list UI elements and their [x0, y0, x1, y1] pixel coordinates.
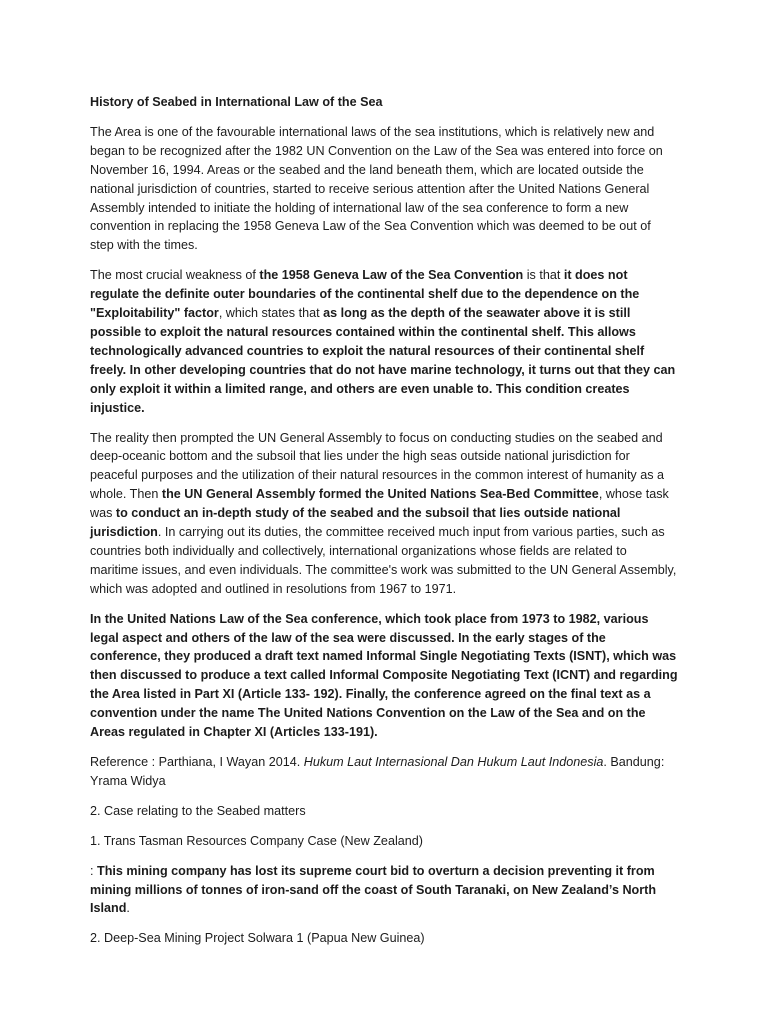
text-segment: . In carrying out its duties, the committee received much input from various parties, such as countries both individually and collectively, international organizations whose fields are related to maritime issues, and even individuals. The committee's work was submitted to the UN General Assembly, which was adopted and outlined in resolutions from 1967 to 1971.: [90, 525, 677, 596]
text-segment: 1. Trans Tasman Resources Company Case (New Zealand): [90, 833, 423, 848]
bold-text-segment: to conduct an in-depth study of the seabed and the subsoil that lies outside national jurisdiction: [90, 506, 621, 540]
paragraph-area-history: [90, 123, 678, 255]
text-segment: Reference : Parthiana, I Wayan 2014.: [90, 755, 304, 769]
text-segment: 2. Case relating to the Seabed matters: [90, 803, 306, 818]
bold-text-segment: This mining company has lost its supreme court bid to overturn a decision preventing it from mining millions of tonnes of iron-sand off the coast of South Taranaki, on New Zealand’s North Island: [90, 863, 657, 916]
text-segment: , whose task was: [90, 487, 669, 521]
reference-citation: [90, 753, 678, 791]
text-segment: The most crucial weakness of: [90, 268, 260, 283]
bold-text-segment: the UN General Assembly formed the United Nations Sea-Bed Committee: [161, 487, 599, 502]
text-segment: is that: [523, 268, 564, 283]
case-item-solwara: [90, 929, 678, 948]
case-item-trans-tasman: [90, 832, 678, 851]
text-segment: The Area is one of the favourable international laws of the sea institutions, which is relatively new and began to be recognized after the 1982 UN Convention on the Law of the Sea was entered into force on November 16, 1994. Areas or the seabed and the land beneath them, which are located outside the national jurisdiction of countries, started to receive serious attention after the United Nations General Assembly intended to initiate the holding of international law of the sea conference to form a new convention in replacing the 1958 Geneva Law of the Sea Convention which was deemed to be out of step with the times.: [90, 124, 663, 253]
bold-text-segment: the 1958 Geneva Law of the Sea Convention: [259, 268, 524, 283]
bold-text-segment: In the United Nations Law of the Sea conference, which took place from 1973 to 1982, various legal aspect and others of the law of the sea were discussed. In the early stages of the conference, they produced a draft text named Informal Single Negotiating Texts (ISNT), which was then discussed to produce a text called Informal Composite Negotiating Text (ICNT) and regarding the Area listed in Part XI (Article 133- 192). Finally, the conference agreed on the final text as a convention under the name The United Nations Convention on the Law of the Sea and on the Areas regulated in Chapter XI (Articles 133-191).: [90, 611, 678, 740]
case-description-trans-tasman: [90, 862, 678, 919]
text-segment: , which states that: [218, 306, 324, 321]
paragraph-geneva-weakness: [90, 266, 678, 417]
text-segment: .: [126, 901, 130, 916]
text-segment: . Bandung: Yrama Widya: [90, 755, 665, 788]
paragraph-unclos-conference: [90, 610, 678, 742]
text-segment: :: [90, 863, 97, 878]
text-segment: The reality then prompted the UN General Assembly to focus on conducting studies on the seabed and deep-oceanic bottom and the subsoil that lies under the high seas outside national jurisdiction for peaceful purposes and the utilization of their natural resources in the common interest of humanity as a whole. Then: [90, 430, 665, 502]
italic-text-segment: Hukum Laut Internasional Dan Hukum Laut Indonesia: [303, 755, 604, 769]
paragraph-sea-bed-committee: [90, 429, 678, 599]
text-segment: 2. Deep-Sea Mining Project Solwara 1 (Papua New Guinea): [90, 931, 425, 946]
bold-text-segment: as long as the depth of the seawater above it is still possible to exploit the natural resources contained within the continental shelf. This allows technologically advanced countries to exploit the natural resources of their continental shelf freely. In other developing countries that do not have marine technology, it turns out that they can only exploit it within a limited range, and others are even unable to. This condition creates injustice.: [90, 306, 676, 415]
section-heading-seabed-cases: [90, 802, 678, 821]
bold-text-segment: it does not regulate the definite outer boundaries of the continental shelf due to the dependence on the "Exploitability" factor: [90, 268, 640, 321]
document-title: History of Seabed in International Law of the Sea: [90, 95, 383, 109]
